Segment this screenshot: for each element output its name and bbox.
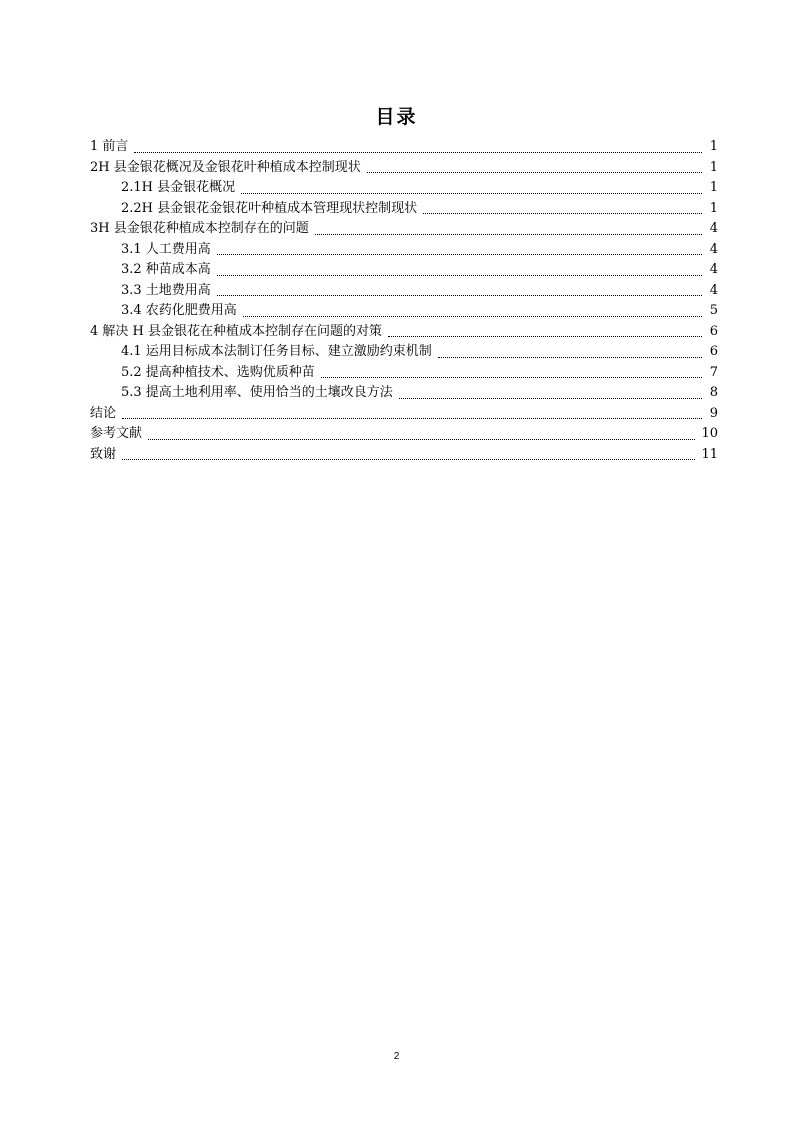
toc-leader-dots — [367, 172, 702, 173]
toc-entry-label: 1 前言 — [90, 139, 129, 154]
table-of-contents — [90, 137, 718, 465]
toc-entry-label: 参考文献 — [90, 426, 143, 441]
toc-leader-dots — [148, 439, 695, 440]
toc-subentry[interactable] — [90, 342, 718, 363]
toc-subentry[interactable] — [90, 301, 718, 322]
toc-entry[interactable] — [90, 445, 718, 466]
toc-entry-page: 5 — [709, 303, 718, 318]
toc-entry-page: 4 — [709, 221, 718, 236]
toc-leader-dots — [122, 459, 695, 460]
toc-entry-page: 7 — [709, 364, 718, 380]
toc-entry-page: 6 — [709, 323, 718, 339]
toc-entry[interactable] — [90, 137, 718, 158]
toc-entry[interactable] — [90, 158, 718, 179]
toc-leader-dots — [243, 316, 702, 317]
toc-leader-dots — [217, 254, 702, 255]
toc-entry-page: 1 — [709, 139, 718, 154]
toc-entry-page: 1 — [709, 200, 718, 216]
toc-entry-label: 3.4 农药化肥费用高 — [121, 303, 237, 318]
toc-subentry[interactable] — [90, 383, 718, 404]
toc-subentry[interactable] — [90, 178, 718, 199]
toc-entry-page: 4 — [709, 262, 718, 277]
toc-subentry[interactable] — [90, 363, 718, 384]
toc-entry-label: 2.1H 县金银花概况 — [121, 180, 236, 195]
toc-entry-page: 8 — [709, 385, 718, 400]
toc-entry[interactable] — [90, 219, 718, 240]
toc-entry-page: 4 — [709, 282, 718, 298]
toc-subentry[interactable] — [90, 281, 718, 302]
toc-entry-page: 11 — [701, 446, 718, 462]
toc-entry-label: 4.1 运用目标成本法制订任务目标、建立激励约束机制 — [121, 344, 432, 359]
toc-leader-dots — [423, 213, 702, 214]
toc-leader-dots — [241, 193, 702, 194]
toc-leader-dots — [217, 275, 702, 276]
toc-leader-dots — [134, 152, 702, 153]
toc-title: 目录 — [375, 106, 418, 128]
toc-entry-label: 5.3 提高土地利用率、使用恰当的土壤改良方法 — [121, 385, 393, 400]
toc-entry[interactable] — [90, 322, 718, 343]
toc-entry-page: 6 — [709, 344, 718, 359]
toc-entry-label: 2H 县金银花概况及金银花叶种植成本控制现状 — [90, 159, 361, 175]
toc-entry-label: 3.2 种苗成本高 — [121, 262, 211, 277]
toc-entry-label: 3.1 人工费用高 — [121, 241, 211, 257]
toc-subentry[interactable] — [90, 199, 718, 220]
toc-leader-dots — [122, 418, 702, 419]
toc-leader-dots — [438, 357, 702, 358]
toc-entry-page: 1 — [709, 159, 718, 175]
toc-entry-label: 5.2 提高种植技术、选购优质种苗 — [121, 364, 315, 380]
toc-leader-dots — [388, 336, 702, 337]
toc-entry-page: 1 — [709, 180, 718, 195]
toc-leader-dots — [321, 377, 702, 378]
toc-entry-page: 4 — [709, 241, 718, 257]
toc-subentry[interactable] — [90, 240, 718, 261]
toc-subentry[interactable] — [90, 260, 718, 281]
toc-entry-page: 9 — [709, 405, 718, 421]
toc-leader-dots — [315, 234, 702, 235]
toc-entry-label: 致谢 — [90, 446, 117, 462]
page-number: 2 — [393, 1051, 400, 1062]
toc-entry-page: 10 — [701, 426, 718, 441]
toc-entry-label: 2.2H 县金银花金银花叶种植成本管理现状控制现状 — [121, 200, 418, 216]
toc-leader-dots — [217, 295, 702, 296]
toc-entry-label: 4 解决 H 县金银花在种植成本控制存在问题的对策 — [90, 323, 383, 339]
toc-entry-label: 结论 — [90, 405, 117, 421]
toc-entry[interactable] — [90, 404, 718, 425]
toc-entry-label: 3H 县金银花种植成本控制存在的问题 — [90, 221, 309, 236]
toc-entry-label: 3.3 土地费用高 — [121, 282, 211, 298]
toc-entry[interactable] — [90, 424, 718, 445]
toc-leader-dots — [399, 398, 702, 399]
